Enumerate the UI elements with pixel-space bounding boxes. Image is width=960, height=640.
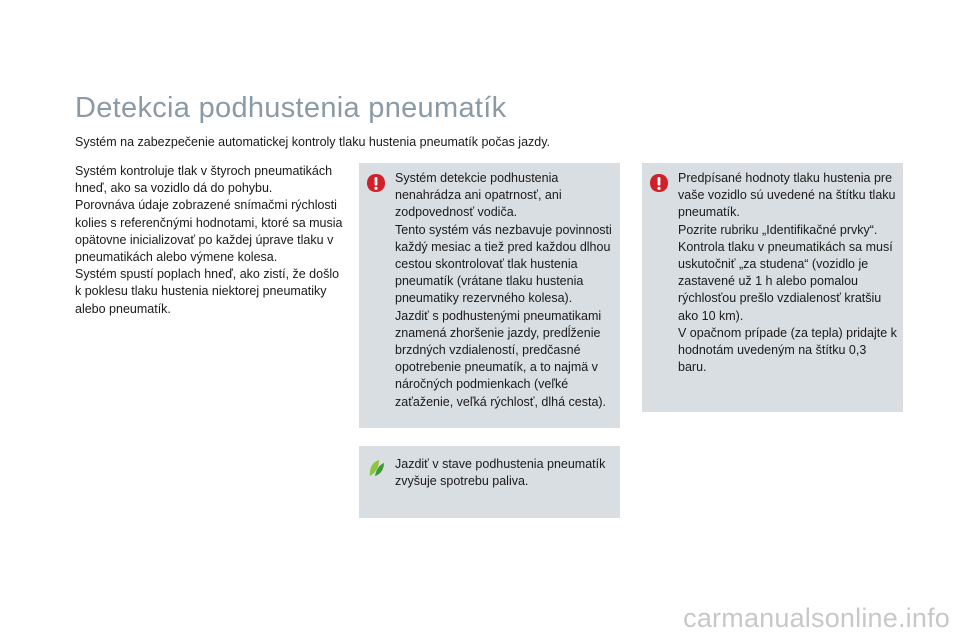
exclamation-warning-icon — [649, 173, 669, 193]
warning-box-tire-pressure-values — [642, 163, 903, 412]
warning-paragraph: Kontrola tlaku v pneumatikách sa musí uskutočniť „za studena“ (vozidlo je zastavené už 1 h alebo pomalou rýchlosťou prešlo vzdialenosť kratšiu ako 10 km). — [678, 239, 893, 323]
warning-paragraph: Jazdiť s podhustenými pneumatikami znamená zhoršenie jazdy, predĺženie brzdných vzdialeností, predčasné opotrebenie pneumatík, a to najmä v náročných podmienkach (veľké zaťaženie, veľká rýchlosť, dlhá cesta). — [395, 308, 607, 409]
warning-paragraph: V opačnom prípade (za tepla) pridajte k hodnotám uvedeným na štítku 0,3 baru. — [678, 325, 897, 375]
warning-text — [395, 170, 614, 411]
intro-paragraph: Systém kontroluje tlak v štyroch pneumatikách hneď, ako sa vozidlo dá do pohybu. — [75, 164, 333, 196]
warning-paragraph: Systém detekcie podhustenia nenahrádza ani opatrnosť, ani zodpovednosť vodiča. — [395, 171, 562, 220]
eco-tip-text: Jazdiť v stave podhustenia pneumatík zvyšuje spotrebu paliva. — [395, 457, 606, 489]
watermark: carmanualsonline.info — [683, 603, 950, 633]
page-title: Detekcia podhustenia pneumatík — [75, 92, 507, 124]
eco-tip-box — [359, 446, 620, 518]
warning-text — [678, 170, 897, 376]
leaf-eco-icon — [366, 458, 386, 478]
page-subtitle: Systém na zabezpečenie automatickej kontroly tlaku hustenia pneumatík počas jazdy. — [75, 135, 551, 149]
warning-box-driver-responsibility — [359, 163, 620, 428]
warning-paragraph: Tento systém vás nezbavuje povinnosti každý mesiac a tiež pred každou dlhou cestou skontrolovať tlak hustenia pneumatík (vrátane tlaku hustenia pneumatiky rezervného kolesa). — [395, 222, 612, 306]
intro-paragraph: Porovnáva údaje zobrazené snímačmi rýchlosti kolies s referenčnými hodnotami, ktoré sa musia opätovne inicializovať po každej úprave tlaku v pneumatikách alebo výmene kolesa. — [75, 198, 343, 265]
warning-paragraph: Pozrite rubriku „Identifikačné prvky“. — [678, 222, 878, 237]
intro-paragraph: Systém spustí poplach hneď, ako zistí, že došlo k poklesu tlaku hustenia niektorej pneumatiky alebo pneumatík. — [75, 267, 340, 316]
warning-paragraph: Predpísané hodnoty tlaku hustenia pre vaše vozidlo sú uvedené na štítku tlaku pneumatík. — [678, 171, 896, 220]
exclamation-warning-icon — [366, 173, 386, 193]
intro-column — [75, 163, 345, 318]
